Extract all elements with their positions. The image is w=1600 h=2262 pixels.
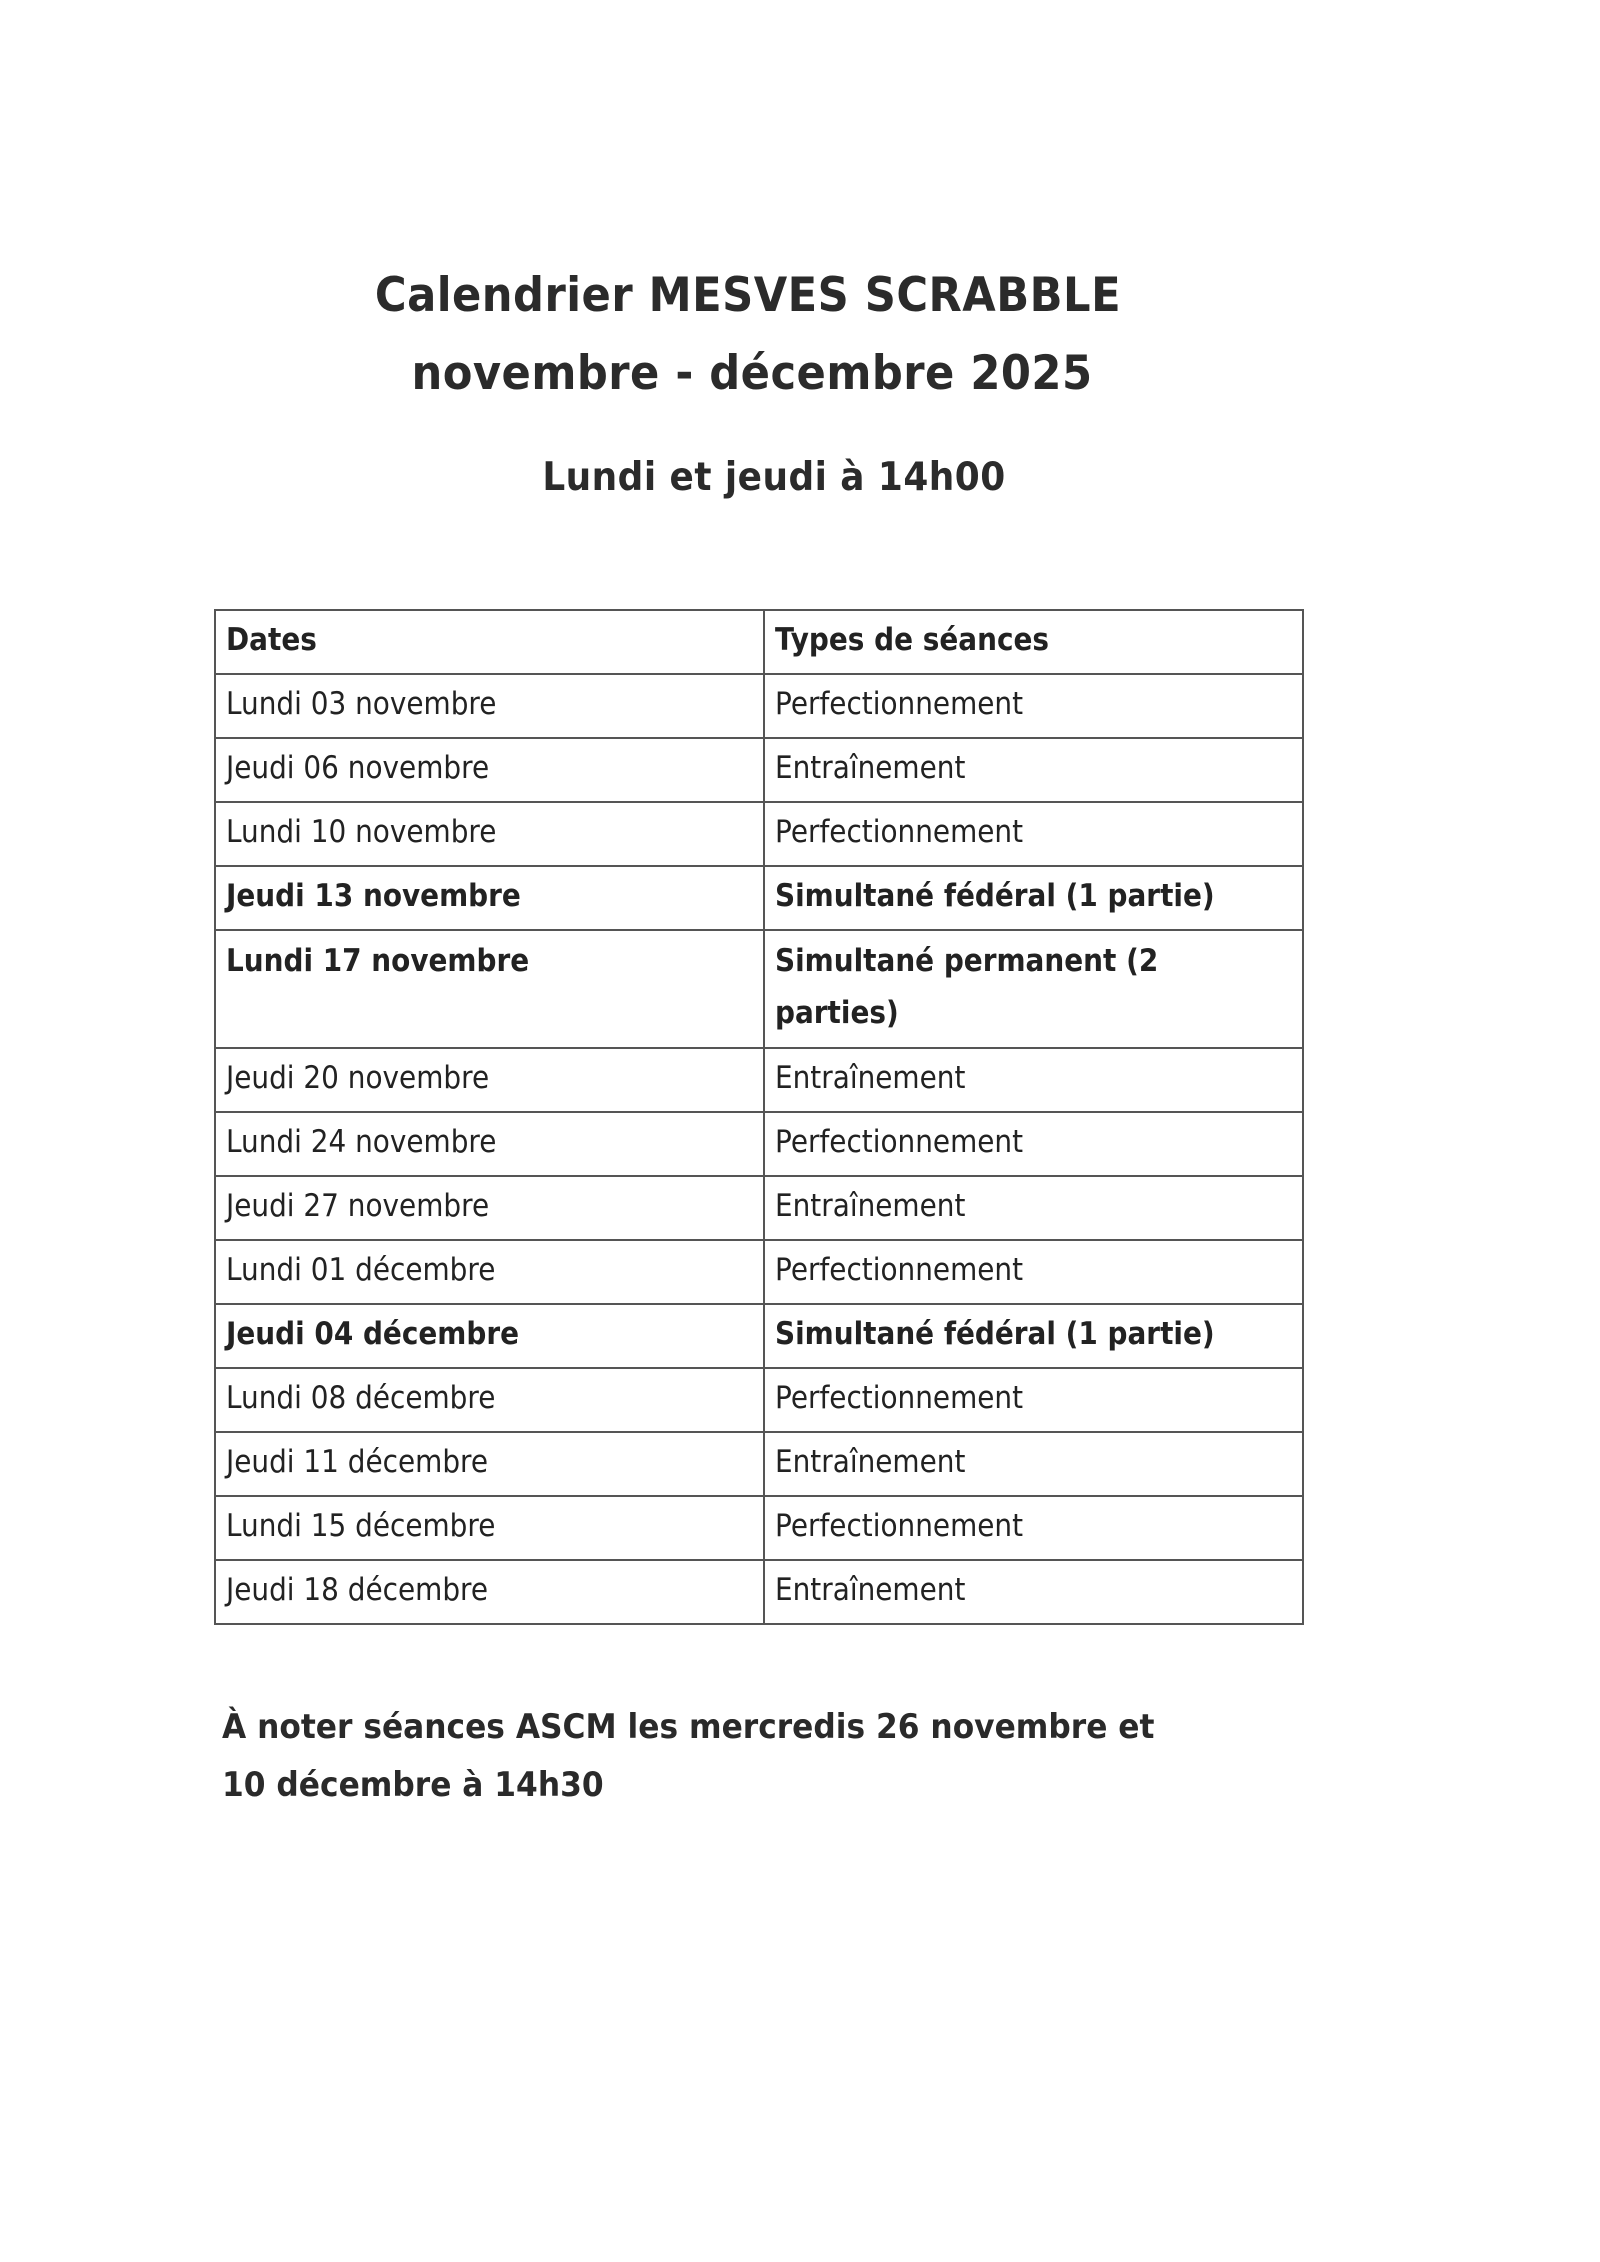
date-cell: Lundi 15 décembre	[215, 1496, 764, 1560]
header-dates: Dates	[215, 610, 764, 674]
document-title: Calendrier MESVES SCRABBLE	[374, 268, 1122, 323]
date-cell: Jeudi 11 décembre	[215, 1432, 764, 1496]
type-cell: Entraînement	[764, 738, 1303, 802]
type-cell: Simultané permanent (2 parties)	[764, 930, 1303, 1048]
type-cell: Perfectionnement	[764, 1368, 1303, 1432]
date-cell: Lundi 17 novembre	[215, 930, 764, 1048]
table-row	[215, 1432, 1303, 1496]
date-cell: Jeudi 20 novembre	[215, 1048, 764, 1112]
table-row	[215, 1176, 1303, 1240]
note-line-1: À noter séances ASCM les mercredis 26 novembre et	[222, 1707, 1155, 1747]
date-cell: Lundi 08 décembre	[215, 1368, 764, 1432]
note-line-2: 10 décembre à 14h30	[222, 1765, 604, 1805]
table-row	[215, 1240, 1303, 1304]
table-row	[215, 1496, 1303, 1560]
type-cell: Entraînement	[764, 1176, 1303, 1240]
type-cell: Perfectionnement	[764, 802, 1303, 866]
table-row	[215, 1112, 1303, 1176]
type-cell: Perfectionnement	[764, 674, 1303, 738]
type-cell: Entraînement	[764, 1048, 1303, 1112]
date-cell: Jeudi 04 décembre	[215, 1304, 764, 1368]
ascm-note	[222, 1698, 1234, 1814]
document-subtitle: Lundi et jeudi à 14h00	[542, 455, 1006, 500]
type-cell: Perfectionnement	[764, 1496, 1303, 1560]
date-cell: Lundi 24 novembre	[215, 1112, 764, 1176]
table-header-row	[215, 610, 1303, 674]
table-row	[215, 738, 1303, 802]
type-cell: Perfectionnement	[764, 1112, 1303, 1176]
type-cell: Simultané fédéral (1 partie)	[764, 866, 1303, 930]
date-cell: Jeudi 27 novembre	[215, 1176, 764, 1240]
table-row-highlight	[215, 930, 1303, 1048]
type-cell: Entraînement	[764, 1432, 1303, 1496]
table-row	[215, 802, 1303, 866]
header-session-types: Types de séances	[764, 610, 1303, 674]
type-cell: Perfectionnement	[764, 1240, 1303, 1304]
date-cell: Lundi 01 décembre	[215, 1240, 764, 1304]
type-cell: Entraînement	[764, 1560, 1303, 1624]
date-cell: Lundi 10 novembre	[215, 802, 764, 866]
table-row	[215, 674, 1303, 738]
date-cell: Lundi 03 novembre	[215, 674, 764, 738]
date-cell: Jeudi 18 décembre	[215, 1560, 764, 1624]
table-row-highlight	[215, 866, 1303, 930]
table-row	[215, 1368, 1303, 1432]
date-cell: Jeudi 06 novembre	[215, 738, 764, 802]
table-row-highlight	[215, 1304, 1303, 1368]
schedule-table	[214, 609, 1304, 1625]
table-row	[215, 1560, 1303, 1624]
type-cell: Simultané fédéral (1 partie)	[764, 1304, 1303, 1368]
document-period: novembre - décembre 2025	[411, 346, 1093, 401]
table-row	[215, 1048, 1303, 1112]
date-cell: Jeudi 13 novembre	[215, 866, 764, 930]
